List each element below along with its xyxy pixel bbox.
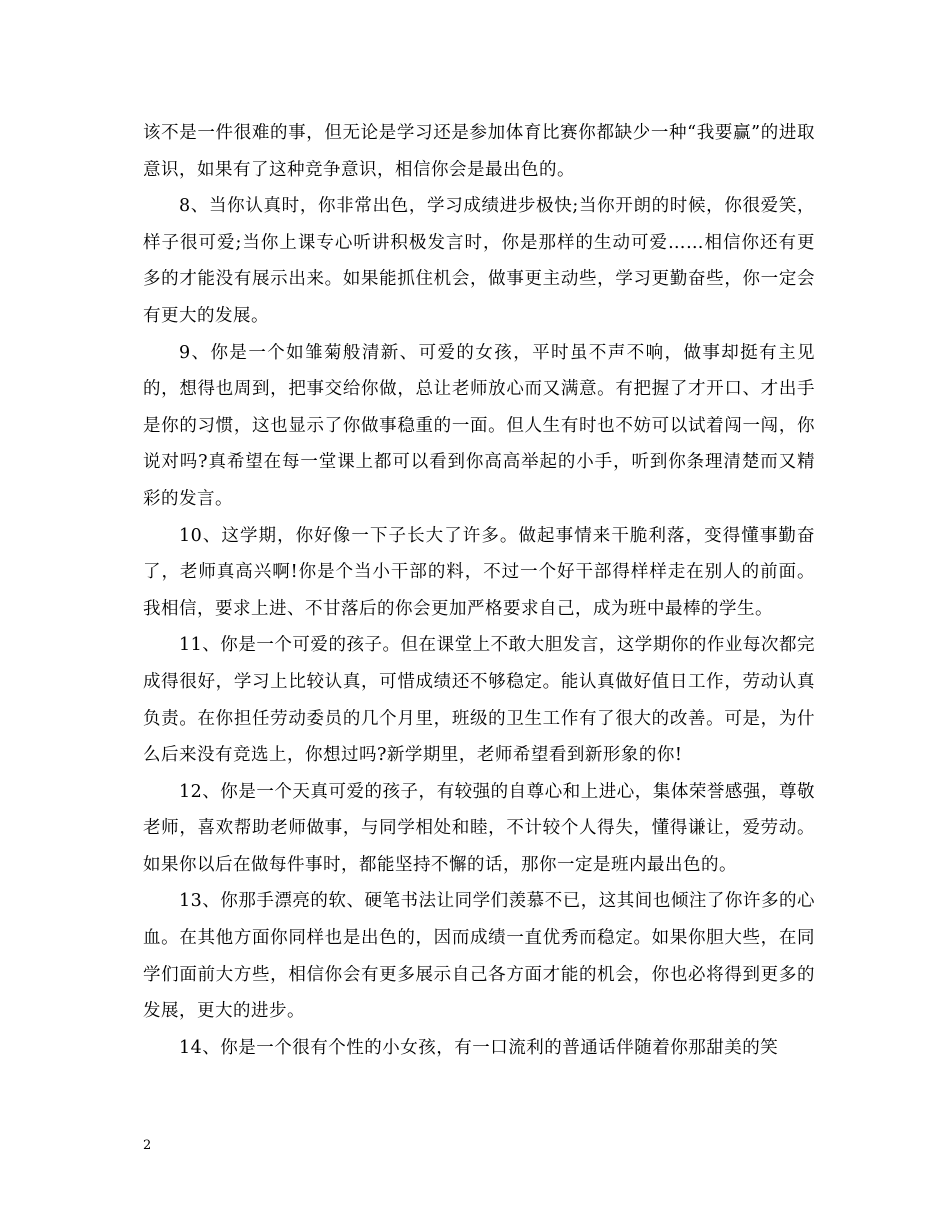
- paragraph-comment-10: 10、这学期，你好像一下子长大了许多。做起事情来干脆利落，变得懂事勤奋了，老师真高兴啊!你是个当小干部的料，不过一个好干部得样样走在别人的前面。我相信，要求上进、不甘落后的你会更加严格要求自己，成为班中最棒的学生。: [143, 525, 815, 619]
- paragraph-comment-9: 9、你是一个如雏菊般清新、可爱的女孩，平时虽不声不响，做事却挺有主见的，想得也周到，把事交给你做，总让老师放心而又满意。有把握了才开口、才出手是你的习惯，这也显示了你做事稳重的一面。但人生有时也不妨可以试着闯一闯，你说对吗?真希望在每一堂课上都可以看到你高高举起的小手，听到你条理清楚而又精彩的发言。: [143, 342, 815, 509]
- page-body: [143, 115, 815, 1066]
- page-number: 2: [143, 1138, 152, 1153]
- paragraph-comment-13: 13、你那手漂亮的软、硬笔书法让同学们羡慕不已，这其间也倾注了你许多的心血。在其他方面你同样也是出色的，因而成绩一直优秀而稳定。如果你胆大些，在同学们面前大方些，相信你会有更多展示自己各方面才能的机会，你也必将得到更多的发展，更大的进步。: [143, 891, 815, 1022]
- paragraph-comment-14: 14、你是一个很有个性的小女孩，有一口流利的普通话伴随着你那甜美的笑: [179, 1037, 779, 1058]
- paragraph-comment-11: 11、你是一个可爱的孩子。但在课堂上不敢大胆发言，这学期你的作业每次都完成得很好，学习上比较认真，可惜成绩还不够稳定。能认真做好值日工作，劳动认真负责。在你担任劳动委员的几个月里，班级的卫生工作有了很大的改善。可是，为什么后来没有竞选上，你想过吗?新学期里，老师希望看到新形象的你!: [143, 635, 815, 766]
- paragraph-comment-8: 8、当你认真时，你非常出色，学习成绩进步极快;当你开朗的时候，你很爱笑，样子很可爱;当你上课专心听讲积极发言时，你是那样的生动可爱……相信你还有更多的才能没有展示出来。如果能抓住机会，做事更主动些，学习更勤奋些，你一定会有更大的发展。: [143, 196, 815, 326]
- paragraph-comment-12: 12、你是一个天真可爱的孩子，有较强的自尊心和上进心，集体荣誉感强，尊敬老师，喜欢帮助老师做事，与同学相处和睦，不计较个人得失，懂得谦让，爱劳动。如果你以后在做每件事时，都能坚持不懈的话，那你一定是班内最出色的。: [143, 781, 815, 875]
- paragraph-continuation: 该不是一件很难的事，但无论是学习还是参加体育比赛你都缺少一种“我要赢”的进取意识，如果有了这种竞争意识，相信你会是最出色的。: [143, 123, 815, 180]
